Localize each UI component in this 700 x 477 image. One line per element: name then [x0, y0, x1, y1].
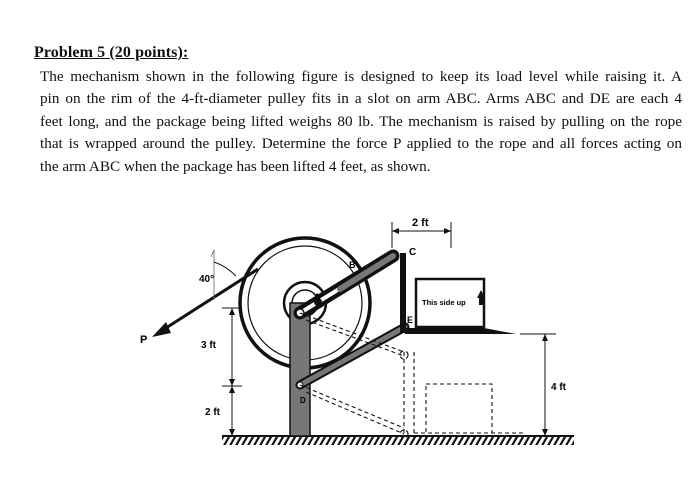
- statement-line-1: The mechanism shown in the following figure is designed to keep its load level while raising it. A: [40, 68, 682, 85]
- box-label: This side up: [422, 298, 466, 307]
- ground: [222, 436, 574, 445]
- dim-4ft-label: 4 ft: [551, 382, 566, 393]
- label-d: D: [300, 396, 306, 405]
- label-c: C: [409, 247, 417, 258]
- angle-label: 40°: [199, 274, 215, 285]
- label-b: B: [349, 260, 356, 270]
- label-e: E: [407, 315, 414, 325]
- label-a: A: [314, 292, 321, 302]
- statement-line-5: the arm ABC when the package has been lifted 4 feet, as shown.: [40, 157, 431, 175]
- support-post: [290, 303, 310, 436]
- dim-3ft-label: 3 ft: [201, 340, 216, 351]
- statement-line-2: pin on the rim of the 4-ft-diameter pulley fits in a slot on arm ABC. Arms ABC and DE are each 4: [40, 90, 682, 108]
- dim-2ft-label: 2 ft: [205, 407, 220, 418]
- dimension-left: [222, 308, 242, 436]
- statement-line-3: feet long, and the package being lifted weighs 80 lb. The mechanism is raised by pulling on the rope: [40, 112, 682, 130]
- statement-line-4: that is wrapped around the pulley. Determine the force P applied to the rope and all forces acting on: [40, 135, 682, 153]
- label-p: P: [140, 334, 148, 346]
- problem-heading: Problem 5 (20 points):: [34, 44, 189, 61]
- dim-top-label: 2 ft: [412, 217, 429, 229]
